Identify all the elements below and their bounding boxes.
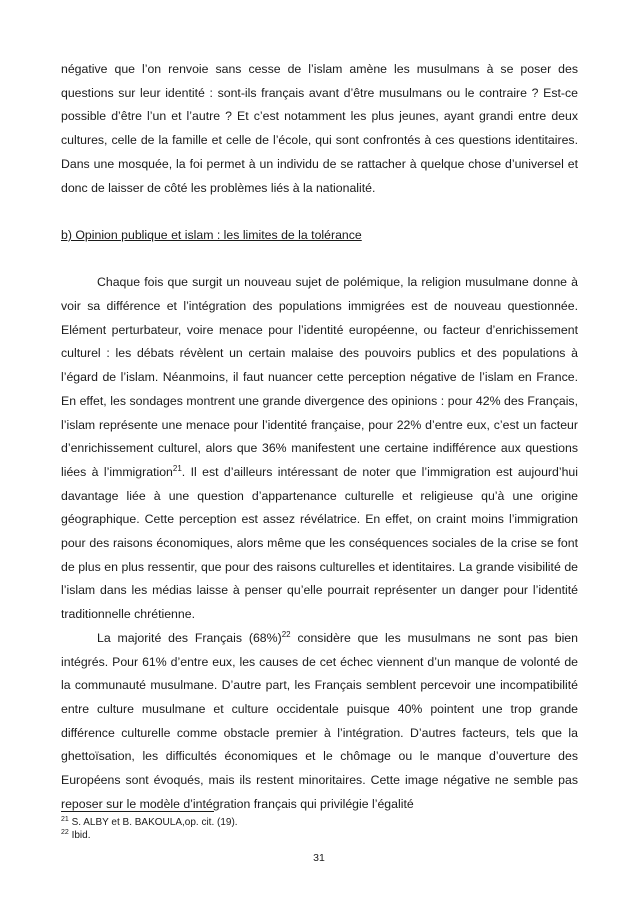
footnote-text: Ibid. xyxy=(68,830,91,841)
paragraph-3-text-a: La majorité des Français (68%) xyxy=(97,630,282,645)
footnote-21 xyxy=(61,816,578,829)
footnote-text: S. ALBY et B. BAKOULA,op. cit. (19). xyxy=(68,817,238,828)
blank-line xyxy=(61,248,578,272)
section-title: b) Opinion publique et islam : les limites de la tolérance xyxy=(61,227,362,242)
paragraph-3-text-b: considère que les musulmans ne sont pas bien intégrés. Pour 61% d’entre eux, les causes de cet échec viennent d’un manque de volonté de la communauté musulmane. D’autre part, les Français semblent percevoir une incompatibilité entre culture musulmane et culture occidentale puisque 40% pointent une trop grande différence culturelle comme obstacle premier à l’intégration. D’autres facteurs, tels que la ghettoïsation, les difficultés économiques et le chômage ou le manque d’ouverture des Européens sont évoqués, mais ils restent minoritaires. Cette image négative ne semble pas reposer sur le modèle d’intégration français qui privilégie l’égalité xyxy=(61,630,578,811)
paragraph-2 xyxy=(61,271,578,627)
footnote-number: 21 xyxy=(61,816,69,823)
paragraph-1: négative que l’on renvoie sans cesse de l’islam amène les musulmans à se poser des questions sur leur identité : sont-ils français avant d’être musulmans ou le contraire ? Est-ce possible d’être l’un et l’autre ? Et c’est notamment les plus jeunes, ayant grandi entre deux cultures, celle de la famille et celle de l’école, qui sont confrontés à ces questions identitaires. Dans une mosquée, la foi permet à un individu de se rattacher à quelque chose d’universel et donc de laisser de côté les problèmes liés à la nationalité. xyxy=(61,62,578,195)
footnotes xyxy=(61,816,578,842)
page-number: 31 xyxy=(313,852,325,864)
paragraph-2-text-a: Chaque fois que surgit un nouveau sujet de polémique, la religion musulmane donne à voir sa différence et l’intégration des populations immigrées est de nouveau questionnée. Elément perturbateur, voire menace pour l’identité européenne, ou facteur d’enrichissement culturel : les débats révèlent un certain malaise des pouvoirs publics et des populations à l’égard de l’islam. Néanmoins, il faut nuancer cette perception négative de l’islam en France. En effet, les sondages montrent une grande divergence des opinions : pour 42% des Français, l’islam représente une menace pour l’identité française, pour 22% d’entre eux, c’est un facteur d’enrichissement culturel, alors que 36% manifestent une certaine indifférence aux questions liées à l’immigration xyxy=(61,275,578,479)
footnote-22 xyxy=(61,829,578,842)
footnote-ref-22[interactable]: 22 xyxy=(281,629,291,639)
document-body xyxy=(61,58,578,816)
footnote-separator xyxy=(61,811,214,812)
blank-line xyxy=(61,200,578,224)
paragraph-3 xyxy=(61,627,578,817)
section-heading xyxy=(61,224,578,248)
paragraph-2-text-b: . Il est d’ailleurs intéressant de noter que l’immigration est aujourd’hui davantage liée à une question d’appartenance culturelle et religieuse qu’à une origine géographique. Cette perception est assez révélatrice. En effet, on craint moins l’immigration pour des raisons économiques, alors même que les conséquences sociales de la crise se font de plus en plus ressentir, que pour des raisons culturelles et identitaires. La grande visibilité de l’islam dans les médias laisse à penser qu’elle pourrait représenter un danger pour l’identité traditionnelle chrétienne. xyxy=(61,464,578,622)
footnote-number: 22 xyxy=(61,829,69,836)
footnote-ref-21[interactable]: 21 xyxy=(172,463,182,473)
